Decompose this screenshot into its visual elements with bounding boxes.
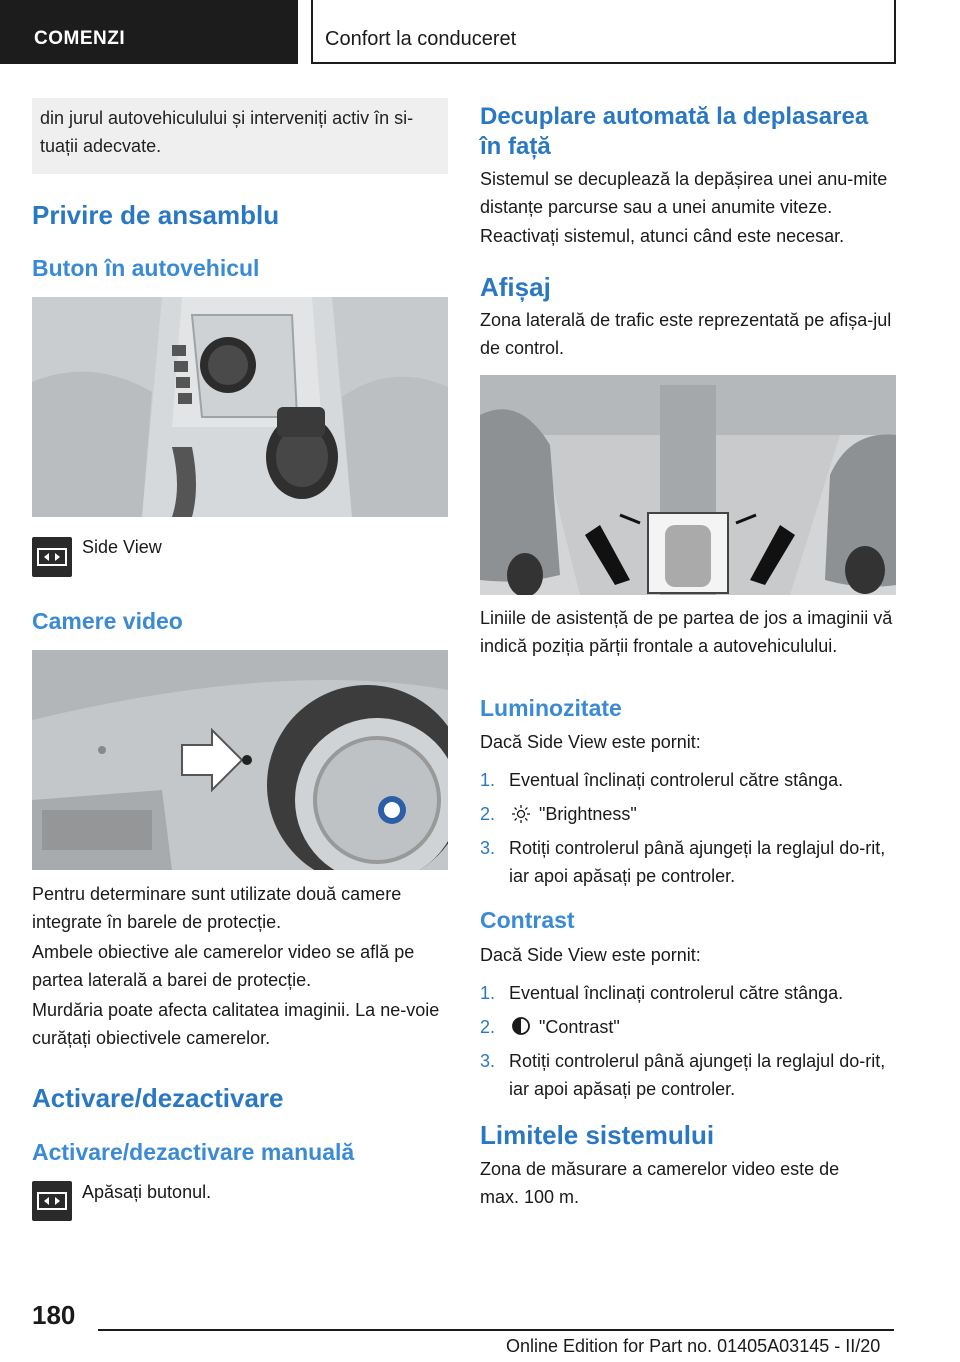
brightness-step-1-text: Eventual înclinați controlerul către stânga. xyxy=(509,770,844,790)
heading-overview: Privire de ansamblu xyxy=(32,200,280,230)
cameras-paragraph-1: Pentru determinare sunt utilizate două camere integrate în barele de protecție. xyxy=(32,884,402,932)
page-header xyxy=(311,0,896,64)
contrast-step-2-num: 2. xyxy=(480,1017,496,1037)
side-view-button-icon-2 xyxy=(32,1181,72,1221)
heading-activation: Activare/dezactivare xyxy=(32,1083,284,1113)
heading-auto-deactivation: Decuplare automată la deplasarea în față xyxy=(480,103,869,160)
contrast-step-1-text: Eventual înclinați controlerul către stânga. xyxy=(509,983,844,1003)
cameras-paragraph-2: Ambele obiective ale camerelor video se află pe partea laterală a barei de protecție. xyxy=(32,942,415,990)
heading-contrast: Contrast xyxy=(480,907,575,933)
center-console-image xyxy=(32,297,448,517)
online-edition-text: Online Edition for Part no. 01405A03145 - II/20 xyxy=(506,1336,881,1356)
contrast-step-3-num: 3. xyxy=(480,1051,496,1071)
contrast-step-1-num: 1. xyxy=(480,983,496,1003)
press-button-text: Apăsați butonul. xyxy=(82,1182,212,1202)
side-view-label: Side View xyxy=(82,537,162,557)
heading-display: Afișaj xyxy=(480,272,551,302)
center-console-illustration xyxy=(32,297,448,517)
continued-note-box xyxy=(32,98,448,174)
system-limits-paragraph: Zona de măsurare a camerelor video este de max. 100 m. xyxy=(480,1159,840,1207)
heading-cameras: Camere video xyxy=(32,608,183,634)
auto-paragraph-1: Sistemul se decuplează la depășirea unei anu‐mite distanțe parcurse sau a unei anumite viteze. xyxy=(480,169,888,217)
continued-note-text: din jurul autovehiculului și interveniți activ în si‐tuații adecvate. xyxy=(40,108,414,156)
brightness-intro: Dacă Side View este pornit: xyxy=(480,732,701,752)
footer-rule xyxy=(98,1329,894,1331)
brightness-step-3-num: 3. xyxy=(480,838,496,858)
camera-location-image xyxy=(32,650,448,870)
chapter-tab xyxy=(0,0,298,64)
brightness-step-2-num: 2. xyxy=(480,804,496,824)
brightness-step-1-num: 1. xyxy=(480,770,496,790)
heading-system-limits: Limitele sistemului xyxy=(480,1120,715,1150)
chapter-label: COMENZI xyxy=(34,28,126,49)
contrast-step-3-text: Rotiți controlerul până ajungeți la reglajul do‐rit, iar apoi apăsați pe controler. xyxy=(509,1051,886,1099)
brightness-step-3-text: Rotiți controlerul până ajungeți la reglajul do‐rit, iar apoi apăsați pe controler. xyxy=(509,838,886,886)
side-view-display-image xyxy=(480,375,896,595)
brightness-step-2-text: "Brightness" xyxy=(539,804,637,824)
contrast-step-2-text: "Contrast" xyxy=(539,1017,620,1037)
contrast-intro: Dacă Side View este pornit: xyxy=(480,945,701,965)
heading-manual-activation: Activare/dezactivare manuală xyxy=(32,1139,355,1165)
side-view-display-illustration xyxy=(480,375,896,595)
contrast-half-circle-icon xyxy=(511,1016,531,1036)
bumper-wheel-illustration xyxy=(32,650,448,870)
heading-brightness: Luminozitate xyxy=(480,695,622,721)
page-header-title: Confort la conduceret xyxy=(325,28,517,50)
brightness-sun-icon xyxy=(511,804,531,824)
cameras-paragraph-3: Murdăria poate afecta calitatea imaginii. La ne‐voie curățați obiectivele camerelor. xyxy=(32,1000,440,1048)
side-view-button-icon xyxy=(32,537,72,577)
page-number: 180 xyxy=(32,1300,76,1330)
display-paragraph: Zona laterală de trafic este reprezentată pe afișa‐jul de control. xyxy=(480,310,892,358)
header-divider xyxy=(311,0,313,64)
auto-paragraph-2: Reactivați sistemul, atunci când este necesar. xyxy=(480,226,845,246)
assist-lines-paragraph: Liniile de asistență de pe partea de jos a imaginii vă indică poziția părții frontale a autovehiculului. xyxy=(480,608,893,656)
heading-button: Buton în autovehicul xyxy=(32,255,260,281)
